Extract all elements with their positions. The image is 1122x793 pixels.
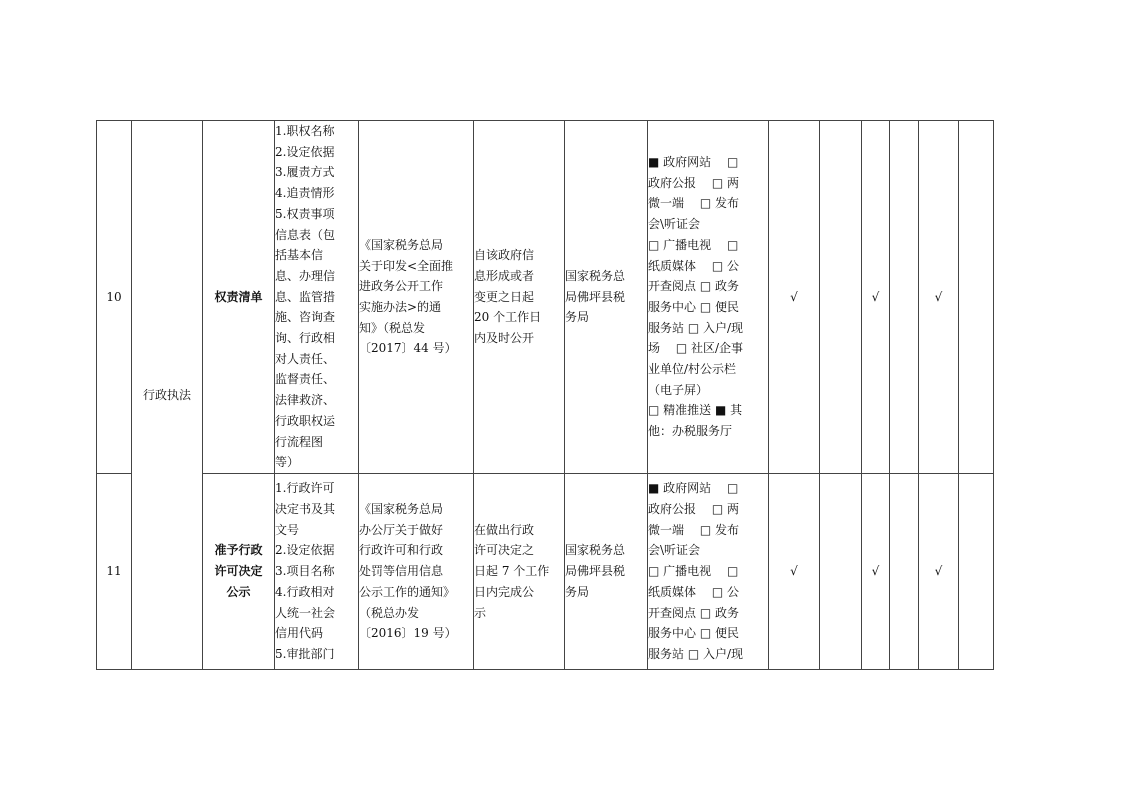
disclosure-table: [96, 120, 994, 670]
table-row: [97, 473, 994, 669]
disclosure-time: 在做出行政 许可决定之 日起 7 个工作 日内完成公 示: [474, 473, 565, 669]
disclosure-basis: 《国家税务总局 办公厅关于做好 行政许可和行政 处罚等信用信息 公示工作的通知》 （税总办发 〔2016〕19 号）: [359, 473, 474, 669]
disclosure-channels: ■ 政府网站 □ 政府公报 □ 两 微一端 □ 发布 会\听证会 □ 广播电视 □ 纸质媒体 □ 公 开查阅点 □ 政务 服务中心 □ 便民 服务站 □ 入户/现: [648, 473, 769, 669]
check-cell: [820, 473, 862, 669]
disclosure-basis: 《国家税务总局 关于印发<全面推 进政务公开工作 实施办法>的通 知》（税总发 〔2017〕44 号）: [359, 121, 474, 474]
row-number: 11: [97, 473, 132, 669]
item-name: 权责清单: [203, 121, 275, 474]
row-number: 10: [97, 121, 132, 474]
disclosure-channels: ■ 政府网站 □ 政府公报 □ 两 微一端 □ 发布 会\听证会 □ 广播电视 □ 纸质媒体 □ 公 开查阅点 □ 政务 服务中心 □ 便民 服务站 □ 入户/现 场 □ 社区/企事 业单位/村公示栏 （电子屏） □ 精准推送 ■ 其 他：办税服务厅: [648, 121, 769, 474]
check-mark: √: [862, 121, 890, 474]
table-row: [97, 121, 994, 474]
disclosure-content: 1.行政许可 决定书及其 文号 2.设定依据 3.项目名称 4.行政相对 人统一社会 信用代码 5.审批部门: [275, 473, 359, 669]
check-mark: √: [862, 473, 890, 669]
check-cell: [959, 473, 994, 669]
item-name: 准予行政 许可决定 公示: [203, 473, 275, 669]
check-mark: √: [769, 473, 820, 669]
check-cell: [890, 473, 919, 669]
check-cell: [820, 121, 862, 474]
disclosure-content: 1.职权名称 2.设定依据 3.履责方式 4.追责情形 5.权责事项 信息表（包 括基本信 息、办理信 息、监管措 施、咨询查 询、行政相 对人责任、 监督责任、 法律救济、 行政职权运 行流程图 等）: [275, 121, 359, 474]
check-mark: √: [919, 121, 959, 474]
category-cell: 行政执法: [132, 121, 203, 670]
check-mark: √: [919, 473, 959, 669]
disclosure-subject: 国家税务总 局佛坪县税 务局: [565, 473, 648, 669]
disclosure-subject: 国家税务总 局佛坪县税 务局: [565, 121, 648, 474]
check-cell: [890, 121, 919, 474]
disclosure-time: 自该政府信 息形成或者 变更之日起 20 个工作日 内及时公开: [474, 121, 565, 474]
check-mark: √: [769, 121, 820, 474]
check-cell: [959, 121, 994, 474]
